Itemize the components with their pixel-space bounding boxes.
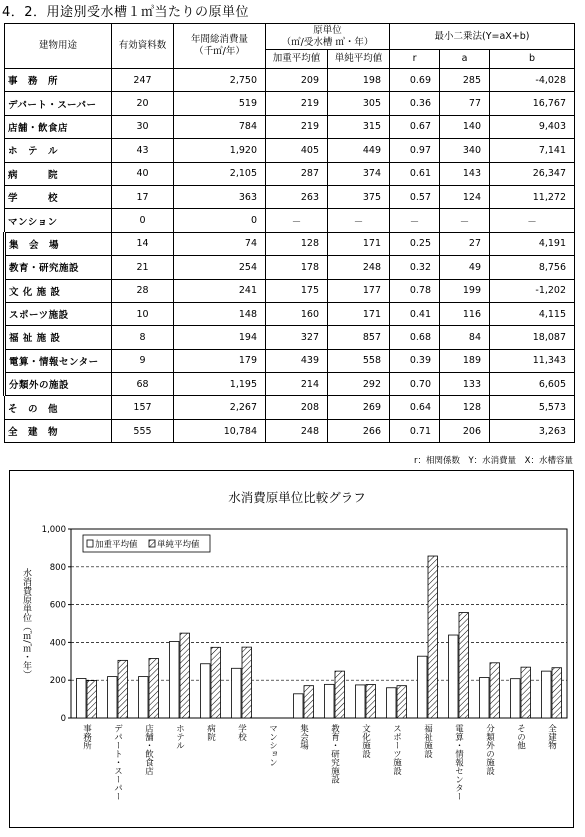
- cell-r: 0.41: [390, 302, 440, 325]
- cell-annual: 10,784: [174, 419, 266, 442]
- cell-r: 0.61: [390, 162, 440, 185]
- cell-a: 27: [440, 232, 490, 255]
- row-name: そ の 他: [5, 396, 112, 419]
- bar-simple: [428, 556, 438, 718]
- y-tick-label: 1,000: [41, 525, 66, 535]
- y-tick-label: 200: [49, 676, 66, 687]
- cell-r: 0.64: [390, 396, 440, 419]
- cell-simple: 269: [328, 396, 390, 419]
- cell-r: 0.25: [390, 232, 440, 255]
- cell-a: 128: [440, 396, 490, 419]
- x-tick-label: その他: [515, 724, 526, 750]
- x-tick-label: 福祉施設: [422, 724, 433, 758]
- cell-simple: －: [328, 209, 390, 232]
- row-name: ホ テ ル: [5, 139, 112, 162]
- cell-r: 0.67: [390, 115, 440, 138]
- cell-count: 21: [112, 256, 174, 279]
- cell-b: 8,756: [490, 256, 575, 279]
- bar-weighted: [480, 678, 490, 718]
- table-row: [5, 209, 575, 232]
- cell-annual: 1,920: [174, 139, 266, 162]
- cell-b: 4,115: [490, 302, 575, 325]
- cell-annual: 519: [174, 92, 266, 115]
- cell-a: 116: [440, 302, 490, 325]
- cell-weighted: 287: [266, 162, 328, 185]
- cell-count: 8: [112, 326, 174, 349]
- cell-b: 5,573: [490, 396, 575, 419]
- cell-a: 84: [440, 326, 490, 349]
- row-name: 店舗・飲食店: [5, 115, 112, 138]
- row-name: 文 化 施 設: [5, 279, 112, 302]
- x-tick-label: 全建物: [546, 724, 557, 750]
- cell-annual: 2,105: [174, 162, 266, 185]
- data-table-wrapper: [3, 23, 573, 443]
- cell-simple: 375: [328, 185, 390, 208]
- bar-simple: [211, 647, 221, 718]
- x-tick-label: 事務所: [81, 724, 92, 750]
- table-row: [5, 396, 575, 419]
- bar-weighted: [325, 684, 335, 718]
- header-simple: 単純平均値: [328, 50, 390, 69]
- bar-simple: [149, 658, 159, 718]
- header-unit-line1: 原単位: [313, 24, 342, 36]
- cell-a: －: [440, 209, 490, 232]
- cell-count: 40: [112, 162, 174, 185]
- cell-count: 28: [112, 279, 174, 302]
- x-tick-label: 電算・情報センター: [453, 724, 464, 801]
- cell-count: 14: [112, 232, 174, 255]
- cell-weighted: 128: [266, 232, 328, 255]
- cell-simple: 248: [328, 256, 390, 279]
- cell-weighted: 439: [266, 349, 328, 372]
- cell-b: 11,272: [490, 185, 575, 208]
- header-annual-line1: 年間総消費量: [190, 34, 248, 45]
- bar-weighted: [108, 677, 118, 718]
- header-row-1: [5, 24, 575, 50]
- x-tick-label: 文化施設: [360, 724, 371, 758]
- cell-b: －: [490, 209, 575, 232]
- table-row: [5, 419, 575, 442]
- header-r: r: [390, 50, 440, 69]
- row-name: デパート・スーパー: [5, 92, 112, 115]
- cell-a: 49: [440, 256, 490, 279]
- legend-swatch-simple: [149, 540, 155, 547]
- row-name: 電算・情報センター: [5, 349, 112, 372]
- bar-simple: [397, 686, 407, 718]
- cell-b: 16,767: [490, 92, 575, 115]
- cell-a: 285: [440, 69, 490, 92]
- cell-r: 0.68: [390, 326, 440, 349]
- bar-simple: [242, 647, 252, 718]
- cell-count: 247: [112, 69, 174, 92]
- cell-weighted: 219: [266, 92, 328, 115]
- cell-count: 17: [112, 185, 174, 208]
- table-row: [5, 185, 575, 208]
- x-tick-label: 分類外の施設: [484, 724, 495, 775]
- cell-annual: 254: [174, 256, 266, 279]
- bar-weighted: [511, 679, 521, 718]
- cell-r: 0.36: [390, 92, 440, 115]
- cell-weighted: 263: [266, 185, 328, 208]
- cell-weighted: 160: [266, 302, 328, 325]
- cell-annual: 2,750: [174, 69, 266, 92]
- cell-simple: 171: [328, 302, 390, 325]
- bar-simple: [521, 667, 531, 718]
- cell-annual: 1,195: [174, 373, 266, 396]
- header-b: b: [490, 50, 575, 69]
- row-name: 教育・研究施設: [5, 256, 112, 279]
- y-tick-label: 800: [49, 562, 66, 573]
- plot-area: [21, 525, 567, 801]
- bar-simple: [490, 663, 500, 718]
- cell-count: 10: [112, 302, 174, 325]
- cell-weighted: 209: [266, 69, 328, 92]
- row-name: 福 祉 施 設: [5, 326, 112, 349]
- cell-a: 133: [440, 373, 490, 396]
- cell-r: 0.70: [390, 373, 440, 396]
- legend-label-weighted: 加重平均値: [95, 540, 138, 550]
- row-name: 全 建 物: [5, 419, 112, 442]
- header-count: 有効資料数: [112, 24, 174, 69]
- table-row: [5, 349, 575, 372]
- cell-annual: 241: [174, 279, 266, 302]
- chart-container: [9, 470, 574, 828]
- cell-count: 9: [112, 349, 174, 372]
- table-row: [5, 162, 575, 185]
- legend-label-simple: 単純平均値: [157, 540, 200, 550]
- cell-simple: 198: [328, 69, 390, 92]
- cell-a: 124: [440, 185, 490, 208]
- cell-annual: 148: [174, 302, 266, 325]
- cell-r: 0.57: [390, 185, 440, 208]
- cell-count: 157: [112, 396, 174, 419]
- header-unit-line2: （㎥/受水槽 ㎥・年）: [281, 36, 374, 48]
- bar-simple: [304, 686, 314, 718]
- y-tick-label: 600: [49, 600, 66, 611]
- cell-r: 0.71: [390, 419, 440, 442]
- bar-simple: [459, 613, 469, 718]
- header-annual-line2: （千㎥/年）: [194, 46, 245, 57]
- bar-chart: [10, 471, 573, 827]
- cell-simple: 305: [328, 92, 390, 115]
- bar-weighted: [418, 656, 428, 718]
- cell-count: 0: [112, 209, 174, 232]
- cell-a: 199: [440, 279, 490, 302]
- cell-r: 0.32: [390, 256, 440, 279]
- cell-b: -4,028: [490, 69, 575, 92]
- cell-simple: 857: [328, 326, 390, 349]
- row-name: スポーツ施設: [5, 302, 112, 325]
- row-name: マンション: [5, 209, 112, 232]
- y-tick-label: 0: [60, 714, 66, 724]
- data-table: [3, 23, 575, 443]
- y-tick-label: 400: [49, 638, 66, 649]
- cell-count: 68: [112, 373, 174, 396]
- table-row: [5, 326, 575, 349]
- bar-weighted: [139, 677, 149, 718]
- x-tick-label: 教育・研究施設: [329, 724, 340, 784]
- table-note: r：相関係数 Y：水消費量 X：水槽容量: [413, 456, 573, 466]
- x-tick-label: ホテル: [174, 724, 185, 750]
- header-unit: [266, 24, 390, 50]
- row-name: 分類外の施設: [5, 373, 112, 396]
- row-name: 病 院: [5, 162, 112, 185]
- cell-annual: 179: [174, 349, 266, 372]
- cell-weighted: －: [266, 209, 328, 232]
- cell-weighted: 175: [266, 279, 328, 302]
- bar-weighted: [232, 668, 242, 718]
- row-name: 事 務 所: [5, 69, 112, 92]
- table-body: [5, 69, 575, 443]
- cell-a: 340: [440, 139, 490, 162]
- cell-simple: 266: [328, 419, 390, 442]
- cell-a: 143: [440, 162, 490, 185]
- cell-weighted: 178: [266, 256, 328, 279]
- cell-a: 77: [440, 92, 490, 115]
- cell-simple: 315: [328, 115, 390, 138]
- cell-a: 140: [440, 115, 490, 138]
- row-name: 学 校: [5, 185, 112, 208]
- bar-simple: [118, 660, 128, 718]
- table-row: [5, 139, 575, 162]
- bar-weighted: [294, 694, 304, 718]
- cell-annual: 0: [174, 209, 266, 232]
- cell-weighted: 219: [266, 115, 328, 138]
- table-row: [5, 115, 575, 138]
- header-weighted: 加重平均値: [266, 50, 328, 69]
- cell-r: 0.97: [390, 139, 440, 162]
- cell-simple: 171: [328, 232, 390, 255]
- bar-weighted: [387, 688, 397, 718]
- cell-b: 6,605: [490, 373, 575, 396]
- cell-annual: 784: [174, 115, 266, 138]
- bar-weighted: [170, 641, 180, 718]
- cell-simple: 558: [328, 349, 390, 372]
- cell-b: -1,202: [490, 279, 575, 302]
- cell-b: 18,087: [490, 326, 575, 349]
- bar-simple: [87, 681, 97, 718]
- bar-simple: [366, 685, 376, 718]
- y-axis-label: 水消費原単位（㎥/㎥・年）: [21, 567, 31, 680]
- header-annual: [174, 24, 266, 69]
- chart-title: 水消費原単位比較グラフ: [228, 490, 366, 505]
- x-tick-label: 学校: [236, 724, 247, 741]
- table-row: [5, 92, 575, 115]
- cell-b: 9,403: [490, 115, 575, 138]
- cell-annual: 2,267: [174, 396, 266, 419]
- cell-annual: 74: [174, 232, 266, 255]
- bar-simple: [180, 633, 190, 718]
- cell-annual: 194: [174, 326, 266, 349]
- x-tick-label: デパート・スーパー: [112, 724, 123, 801]
- bar-simple: [552, 668, 562, 718]
- cell-a: 189: [440, 349, 490, 372]
- table-row: [5, 279, 575, 302]
- legend-swatch-weighted: [87, 540, 93, 547]
- table-row: [5, 232, 575, 255]
- cell-r: 0.69: [390, 69, 440, 92]
- bar-weighted: [542, 671, 552, 718]
- cell-r: －: [390, 209, 440, 232]
- x-tick-label: スポーツ施設: [391, 724, 402, 775]
- x-tick-label: 店舗・飲食店: [143, 724, 154, 775]
- bar-weighted: [356, 685, 366, 718]
- cell-simple: 374: [328, 162, 390, 185]
- cell-simple: 292: [328, 373, 390, 396]
- row-name: 集 会 場: [5, 232, 112, 255]
- table-row: [5, 69, 575, 92]
- cell-r: 0.39: [390, 349, 440, 372]
- cell-b: 11,343: [490, 349, 575, 372]
- cell-simple: 449: [328, 139, 390, 162]
- cell-b: 4,191: [490, 232, 575, 255]
- bar-weighted: [201, 664, 211, 718]
- cell-weighted: 248: [266, 419, 328, 442]
- cell-count: 20: [112, 92, 174, 115]
- header-lsq: 最小二乗法(Y=aX+b): [390, 24, 575, 50]
- header-a: a: [440, 50, 490, 69]
- cell-b: 7,141: [490, 139, 575, 162]
- cell-b: 26,347: [490, 162, 575, 185]
- cell-a: 206: [440, 419, 490, 442]
- header-use: 建物用途: [5, 24, 112, 69]
- table-row: [5, 302, 575, 325]
- cell-count: 43: [112, 139, 174, 162]
- x-tick-label: マンション: [267, 724, 278, 767]
- cell-weighted: 327: [266, 326, 328, 349]
- cell-annual: 363: [174, 185, 266, 208]
- cell-b: 3,263: [490, 419, 575, 442]
- x-tick-label: 集会場: [298, 724, 309, 750]
- bar-weighted: [77, 678, 87, 718]
- cell-weighted: 405: [266, 139, 328, 162]
- cell-simple: 177: [328, 279, 390, 302]
- cell-r: 0.78: [390, 279, 440, 302]
- x-tick-label: 病院: [205, 724, 216, 741]
- bar-weighted: [449, 635, 459, 718]
- table-row: [5, 256, 575, 279]
- cell-weighted: 214: [266, 373, 328, 396]
- bar-simple: [335, 671, 345, 718]
- cell-weighted: 208: [266, 396, 328, 419]
- section-title: 4．2．用途別受水槽１㎥当たりの原単位: [2, 5, 250, 20]
- table-row: [5, 373, 575, 396]
- cell-count: 30: [112, 115, 174, 138]
- cell-count: 555: [112, 419, 174, 442]
